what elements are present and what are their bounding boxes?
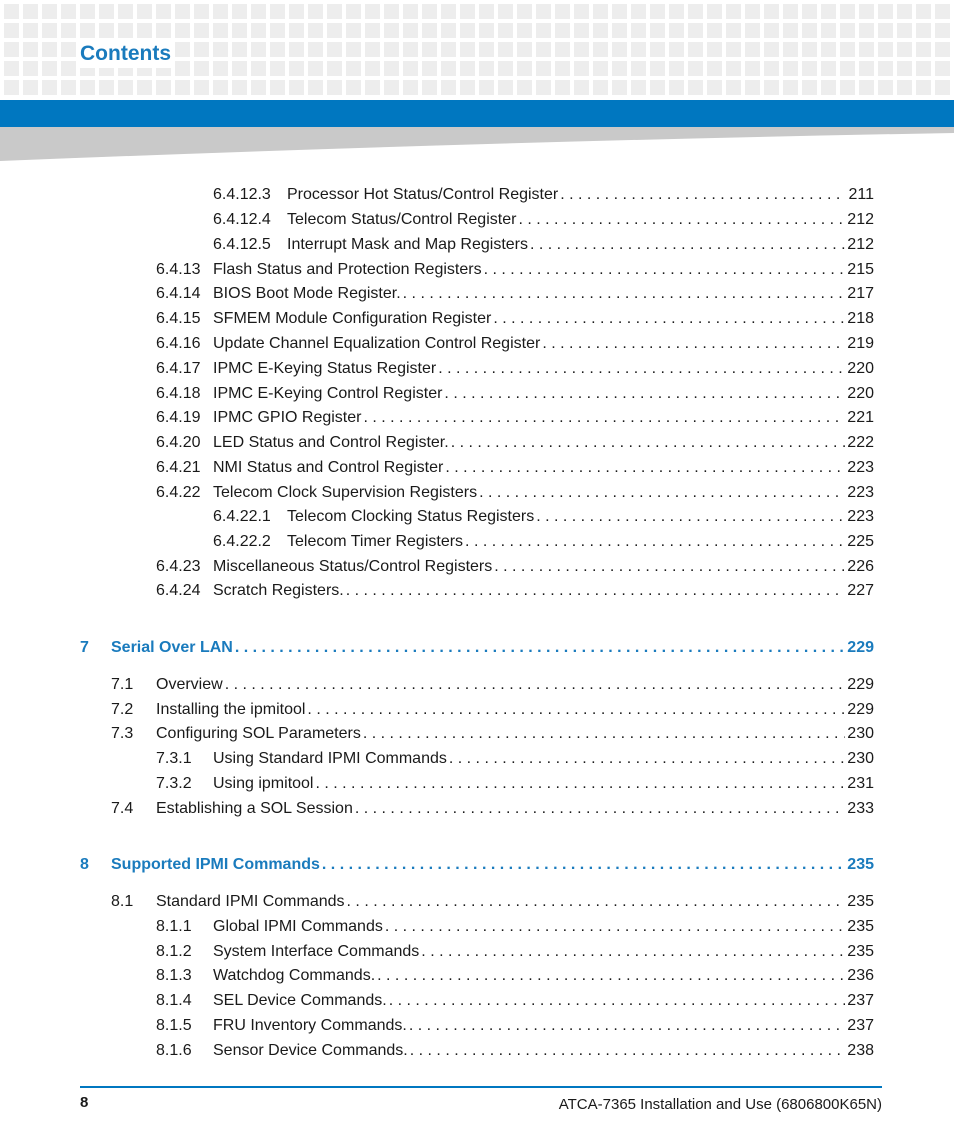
toc-entry-number: 6.4.12.5 <box>213 236 271 253</box>
toc-entry-number: 8 <box>80 856 89 873</box>
toc-entry[interactable] <box>156 482 874 504</box>
footer-document-title: ATCA-7365 Installation and Use (6806800K65N) <box>558 1096 882 1113</box>
toc-dot-leader <box>493 308 845 330</box>
toc-entry-title: BIOS Boot Mode Register. <box>213 285 401 302</box>
toc-entry-page: 237 <box>847 992 874 1009</box>
toc-entry-page: 238 <box>847 1042 874 1059</box>
footer-divider <box>80 1086 882 1088</box>
toc-entry[interactable] <box>156 358 874 380</box>
toc-entry-title: Flash Status and Protection Registers <box>213 261 482 278</box>
toc-entry-page: 236 <box>847 967 874 984</box>
toc-entry-number: 7 <box>80 639 89 656</box>
toc-entry-page: 231 <box>847 775 874 792</box>
toc-entry-title: Installing the ipmitool <box>156 701 306 718</box>
toc-entry-title: Processor Hot Status/Control Register <box>287 186 559 203</box>
toc-entry[interactable] <box>156 259 874 281</box>
toc-entry-page: 212 <box>847 211 874 228</box>
toc-dot-leader <box>235 637 845 659</box>
toc-entry-title: Overview <box>156 676 223 693</box>
toc-entry[interactable] <box>213 184 874 206</box>
toc-entry-title: Scratch Registers. <box>213 582 344 599</box>
page-title: Contents <box>80 40 175 68</box>
toc-entry-page: 230 <box>847 750 874 767</box>
toc-entry-title: Standard IPMI Commands <box>156 893 345 910</box>
toc-dot-leader <box>355 798 845 820</box>
toc-entry-page: 212 <box>847 236 874 253</box>
toc-entry-number: 7.3 <box>111 725 134 742</box>
toc-dot-leader <box>363 723 845 745</box>
toc-entry-title: Using Standard IPMI Commands <box>213 750 447 767</box>
toc-entry-page: 229 <box>847 676 874 693</box>
toc-entry[interactable] <box>156 916 874 938</box>
toc-entry-title: IPMC E-Keying Control Register <box>213 385 443 402</box>
toc-entry-page: 218 <box>847 310 874 327</box>
toc-entry[interactable] <box>156 283 874 305</box>
toc-entry-page: 217 <box>847 285 874 302</box>
toc-entry-page: 211 <box>848 186 874 203</box>
toc-entry-title: Sensor Device Commands. <box>213 1042 408 1059</box>
toc-entry-page: 237 <box>847 1017 874 1034</box>
toc-entry-number: 6.4.23 <box>156 558 201 575</box>
toc-entry-title: Configuring SOL Parameters <box>156 725 361 742</box>
toc-dot-leader <box>225 674 846 696</box>
toc-entry[interactable] <box>213 209 874 231</box>
toc-entry-number: 6.4.24 <box>156 582 201 599</box>
toc-entry[interactable] <box>213 506 874 528</box>
toc-dot-leader <box>410 1040 846 1062</box>
toc-entry[interactable] <box>156 556 874 578</box>
toc-entry-title: Global IPMI Commands <box>213 918 383 935</box>
toc-entry-number: 8.1.2 <box>156 943 192 960</box>
toc-dot-leader <box>403 283 846 305</box>
toc-entry-number: 7.3.2 <box>156 775 192 792</box>
toc-entry-title: Telecom Status/Control Register <box>287 211 517 228</box>
toc-entry-page: 223 <box>847 508 874 525</box>
toc-entry-number: 6.4.22.1 <box>213 508 271 525</box>
toc-entry-page: 235 <box>847 918 874 935</box>
toc-entry-number: 8.1.3 <box>156 967 192 984</box>
toc-entry[interactable] <box>156 748 874 770</box>
toc-entry-title: Miscellaneous Status/Control Registers <box>213 558 493 575</box>
toc-dot-leader <box>518 209 845 231</box>
toc-entry-page: 229 <box>847 701 874 718</box>
toc-entry-title: Telecom Clocking Status Registers <box>287 508 535 525</box>
toc-entry-title: NMI Status and Control Register <box>213 459 444 476</box>
toc-entry-number: 6.4.16 <box>156 335 201 352</box>
toc-dot-leader <box>536 506 845 528</box>
toc-entry[interactable] <box>156 333 874 355</box>
toc-entry-page: 226 <box>847 558 874 575</box>
toc-entry-number: 8.1.5 <box>156 1017 192 1034</box>
toc-entry-number: 6.4.17 <box>156 360 201 377</box>
toc-entry[interactable] <box>111 674 874 696</box>
toc-entry[interactable] <box>111 699 874 721</box>
toc-chapter-entry[interactable] <box>80 854 874 876</box>
toc-dot-leader <box>385 916 845 938</box>
toc-entry-page: 230 <box>847 725 874 742</box>
toc-entry[interactable] <box>156 432 874 454</box>
toc-entry-number: 7.1 <box>111 676 134 693</box>
toc-entry-title: Telecom Clock Supervision Registers <box>213 484 478 501</box>
toc-entry-title: LED Status and Control Register. <box>213 434 449 451</box>
toc-entry-number: 6.4.21 <box>156 459 201 476</box>
toc-dot-leader <box>307 699 845 721</box>
toc-entry[interactable] <box>156 941 874 963</box>
toc-entry-number: 6.4.14 <box>156 285 201 302</box>
toc-entry[interactable] <box>213 234 874 256</box>
toc-entry-page: 219 <box>847 335 874 352</box>
toc-entry-number: 6.4.13 <box>156 261 201 278</box>
toc-entry-title: Establishing a SOL Session <box>156 800 353 817</box>
toc-dot-leader <box>438 358 845 380</box>
toc-entry[interactable] <box>156 965 874 987</box>
toc-dot-leader <box>315 773 845 795</box>
toc-entry[interactable] <box>156 580 874 602</box>
toc-entry-title: Using ipmitool <box>213 775 314 792</box>
toc-entry-page: 229 <box>847 639 874 656</box>
toc-entry[interactable] <box>156 407 874 429</box>
toc-entry-number: 6.4.15 <box>156 310 201 327</box>
footer-page-number: 8 <box>80 1094 89 1111</box>
toc-entry-page: 225 <box>847 533 874 550</box>
toc-entry-number: 6.4.20 <box>156 434 201 451</box>
toc-entry-title: SFMEM Module Configuration Register <box>213 310 492 327</box>
toc-entry-title: IPMC GPIO Register <box>213 409 362 426</box>
toc-entry[interactable] <box>111 891 874 913</box>
toc-entry[interactable] <box>156 1040 874 1062</box>
toc-entry-title: Update Channel Equalization Control Register <box>213 335 541 352</box>
toc-dot-leader <box>560 184 846 206</box>
header-blue-bar <box>0 100 954 127</box>
toc-dot-leader <box>347 891 846 913</box>
toc-entry-page: 227 <box>847 582 874 599</box>
toc-entry-page: 215 <box>847 261 874 278</box>
toc-entry-number: 8.1.4 <box>156 992 192 1009</box>
toc-dot-leader <box>363 407 845 429</box>
toc-entry[interactable] <box>156 457 874 479</box>
toc-entry-page: 223 <box>847 484 874 501</box>
header-gray-swoosh <box>0 127 954 163</box>
toc-entry-page: 222 <box>847 434 874 451</box>
toc-entry-page: 235 <box>847 893 874 910</box>
toc-dot-leader <box>479 482 845 504</box>
toc-entry-title: System Interface Commands <box>213 943 420 960</box>
toc-dot-leader <box>377 965 845 987</box>
toc-entry-number: 6.4.12.3 <box>213 186 271 203</box>
toc-entry-number: 7.4 <box>111 800 134 817</box>
toc-entry-title: Interrupt Mask and Map Registers <box>287 236 528 253</box>
toc-dot-leader <box>465 531 845 553</box>
toc-entry-title: FRU Inventory Commands. <box>213 1017 407 1034</box>
toc-entry-number: 8.1.6 <box>156 1042 192 1059</box>
toc-entry-page: 220 <box>847 385 874 402</box>
toc-dot-leader <box>322 854 845 876</box>
toc-entry-number: 8.1.1 <box>156 918 192 935</box>
toc-entry[interactable] <box>156 1015 874 1037</box>
toc-entry-number: 7.2 <box>111 701 134 718</box>
toc-entry-page: 233 <box>847 800 874 817</box>
toc-entry-page: 221 <box>847 409 874 426</box>
toc-entry[interactable] <box>156 773 874 795</box>
toc-entry[interactable] <box>111 723 874 745</box>
toc-dot-leader <box>542 333 845 355</box>
toc-entry-number: 6.4.19 <box>156 409 201 426</box>
toc-entry-page: 220 <box>847 360 874 377</box>
toc-entry-title: Telecom Timer Registers <box>287 533 464 550</box>
toc-dot-leader <box>389 990 846 1012</box>
toc-entry[interactable] <box>156 990 874 1012</box>
toc-entry-number: 7.3.1 <box>156 750 192 767</box>
toc-entry-title: IPMC E-Keying Status Register <box>213 360 437 377</box>
toc-entry-title: Serial Over LAN <box>111 639 233 656</box>
toc-entry-page: 235 <box>847 943 874 960</box>
toc-entry[interactable] <box>156 383 874 405</box>
toc-entry-number: 6.4.18 <box>156 385 201 402</box>
toc-dot-leader <box>445 457 845 479</box>
toc-entry-page: 235 <box>847 856 874 873</box>
toc-dot-leader <box>484 259 846 281</box>
toc-entry-title: Supported IPMI Commands <box>111 856 320 873</box>
toc-dot-leader <box>451 432 846 454</box>
toc-dot-leader <box>346 580 846 602</box>
toc-entry-number: 6.4.22.2 <box>213 533 271 550</box>
toc-chapter-entry[interactable] <box>80 637 874 659</box>
toc-dot-leader <box>409 1015 845 1037</box>
toc-entry-number: 8.1 <box>111 893 134 910</box>
toc-entry-page: 223 <box>847 459 874 476</box>
toc-dot-leader <box>494 556 845 578</box>
toc-entry[interactable] <box>156 308 874 330</box>
toc-entry[interactable] <box>213 531 874 553</box>
toc-entry-title: SEL Device Commands. <box>213 992 387 1009</box>
toc-entry-title: Watchdog Commands. <box>213 967 376 984</box>
toc-dot-leader <box>530 234 845 256</box>
toc-entry-number: 6.4.12.4 <box>213 211 271 228</box>
toc-entry-number: 6.4.22 <box>156 484 201 501</box>
toc-dot-leader <box>444 383 845 405</box>
toc-dot-leader <box>449 748 845 770</box>
toc-entry[interactable] <box>111 798 874 820</box>
toc-dot-leader <box>421 941 845 963</box>
